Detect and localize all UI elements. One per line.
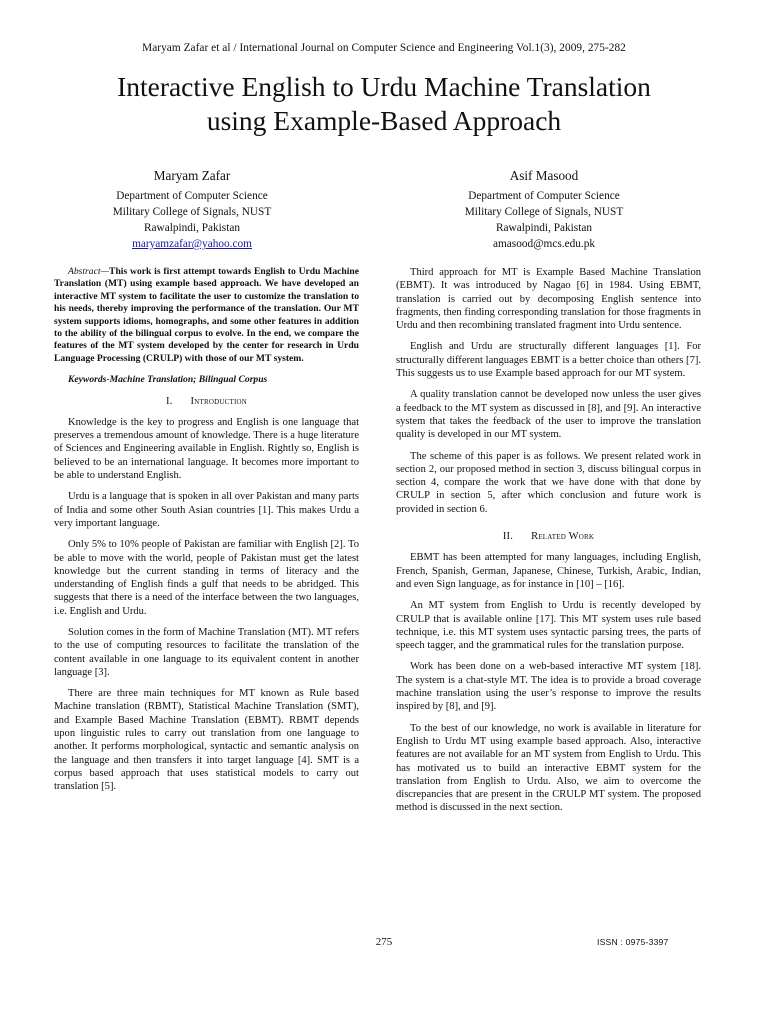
- paragraph: EBMT has been attempted for many languages, including English, French, Spanish, German, Japanese, Chinese, Turkish, Arabic, Indian, and even Sign language, as for instance in [10] – [16].: [396, 552, 701, 590]
- author-block-1: [62, 168, 322, 252]
- section-heading-introduction: [54, 395, 359, 408]
- section-number: II.: [502, 531, 514, 543]
- left-column: [54, 266, 359, 802]
- issn-label: ISSN : 0975-3397: [597, 937, 669, 947]
- paper-title: [40, 70, 728, 138]
- section-number: I.: [165, 395, 173, 407]
- paragraph: There are three main techniques for MT known as Rule based Machine translation (RBMT), Statistical Machine Translation (SMT), and Example Based Machine Translation (EBMT). RBMT depends upon linguistic rules to carry out translation from one language to another. It performs morphological, syntactic and semantic analysis on the language and then transfers it into target language [4]. SMT is a corpus based approach that uses statistical models to carry out translation [5].: [54, 688, 359, 793]
- author-block-2: [414, 168, 674, 252]
- author-name: Maryam Zafar: [153, 168, 231, 183]
- paragraph: Work has been done on a web-based interactive MT system [18]. The system is a chat-style MT. The idea is to provide a broad coverage machine translation using the user’s response to improve the results inspired by [8], and [9].: [396, 661, 701, 713]
- paper-title-line-1: Interactive English to Urdu Machine Translation: [117, 71, 651, 102]
- paragraph: Only 5% to 10% people of Pakistan are familiar with English [2]. To be able to move with the world, people of Pakistan must get the latest knowledge but the current standing in terms of literacy and the understanding of English finds a gulf that needs to be abridged. This suggests that there is a need of the interface between the two languages, i.e. English and Urdu.: [54, 539, 359, 617]
- paragraph: To the best of our knowledge, no work is available in literature for English to Urdu MT using example based approach. Also, interactive features are not available for an MT system from English to Urdu. This has motivated us to build an interactive EBMT system for the translation from English to Urdu. Also, we aim to overcome the discrepancies that are present in the CRULP MT system. The proposed method is discussed in the next section.: [396, 722, 701, 814]
- right-column: [396, 266, 701, 823]
- section-title: Introduction: [190, 395, 248, 407]
- paragraph: Knowledge is the key to progress and English is one language that preserves a tremendous amount of knowledge. There is a huge literature of Sciences and Engineering available in English. Rightly so, English is believed to be an international language. It becomes more important to be able to understand English.: [54, 416, 359, 482]
- paragraph: Third approach for MT is Example Based Machine Translation (EBMT). It was introduced by Nagao [6] in 1984. Using EBMT, translation is carried out by decomposing English sentence into fragments, then finding corresponding translation for those fragments in Urdu and then recombining translated fragment into Urdu sentence.: [396, 267, 701, 332]
- paragraph: Urdu is a language that is spoken in all over Pakistan and many parts of India and some other South Asian countries [1]. This makes Urdu a very important language.: [54, 491, 359, 529]
- author-location: Rawalpindi, Pakistan: [495, 222, 592, 234]
- author-department: Department of Computer Science: [468, 190, 620, 202]
- page-number: 275: [375, 936, 393, 948]
- keywords: Keywords-Machine Translation; Bilingual Corpus: [68, 374, 268, 386]
- author-email-link[interactable]: maryamzafar@yahoo.com: [132, 238, 252, 250]
- paragraph: An MT system from English to Urdu is recently developed by CRULP that is available online [17]. This MT system uses rule based technique, i.e. this MT system uses syntactic parsing trees, the parts of speech tagger, and the grammatical rules for the translation purpose.: [396, 600, 701, 652]
- author-email: amasood@mcs.edu.pk: [492, 238, 595, 250]
- author-institution: Military College of Signals, NUST: [112, 206, 272, 218]
- abstract-text: This work is first attempt towards English to Urdu Machine Translation (MT) using example based approach. We have developed an interactive MT system to facilitate the user to customize the translation to his needs, thereby improving the performance of the translation. Our MT system supports idioms, homographs, and some other features in addition to the ability of the bilingual corpus to evolve. In the end, we compare the features of the MT system developed by the center for research in Urdu Language Processing (CRULP) with those of our MT system.: [54, 266, 359, 364]
- author-location: Rawalpindi, Pakistan: [143, 222, 240, 234]
- section-title: Related Work: [531, 531, 595, 543]
- author-institution: Military College of Signals, NUST: [464, 206, 624, 218]
- paragraph: A quality translation cannot be developed now unless the user gives a feedback to the MT system as discussed in [8], and [9]. An interactive system that takes the feedback of the user to improve the translation quality is developed in our MT system.: [396, 389, 701, 441]
- paragraph: Solution comes in the form of Machine Translation (MT). MT refers to the use of computing resources to facilitate the translation of the content available in one language to its equivalent content in another language [3].: [54, 627, 359, 678]
- paper-title-line-2: using Example-Based Approach: [206, 105, 562, 136]
- author-name: Asif Masood: [509, 168, 579, 183]
- abstract: [54, 266, 359, 365]
- paragraph: English and Urdu are structurally different languages [1]. For structurally different languages EBMT is a better choice than others [7]. This suggests us to use Example based approach for our MT system.: [396, 341, 701, 380]
- author-department: Department of Computer Science: [116, 190, 268, 202]
- abstract-label: Abstract—: [68, 266, 110, 277]
- section-heading-related-work: [396, 530, 701, 543]
- paragraph: The scheme of this paper is as follows. We present related work in section 2, our proposed method in section 3, discuss bilingual corpus in section 4, compare the work that we have done with that done by CRULP in section 5, after which conclusion and future work is provided in section 6.: [396, 450, 701, 515]
- running-header: Maryam Zafar et al / International Journal on Computer Science and Engineering Vol.1(3), 2009, 275-282: [142, 42, 626, 54]
